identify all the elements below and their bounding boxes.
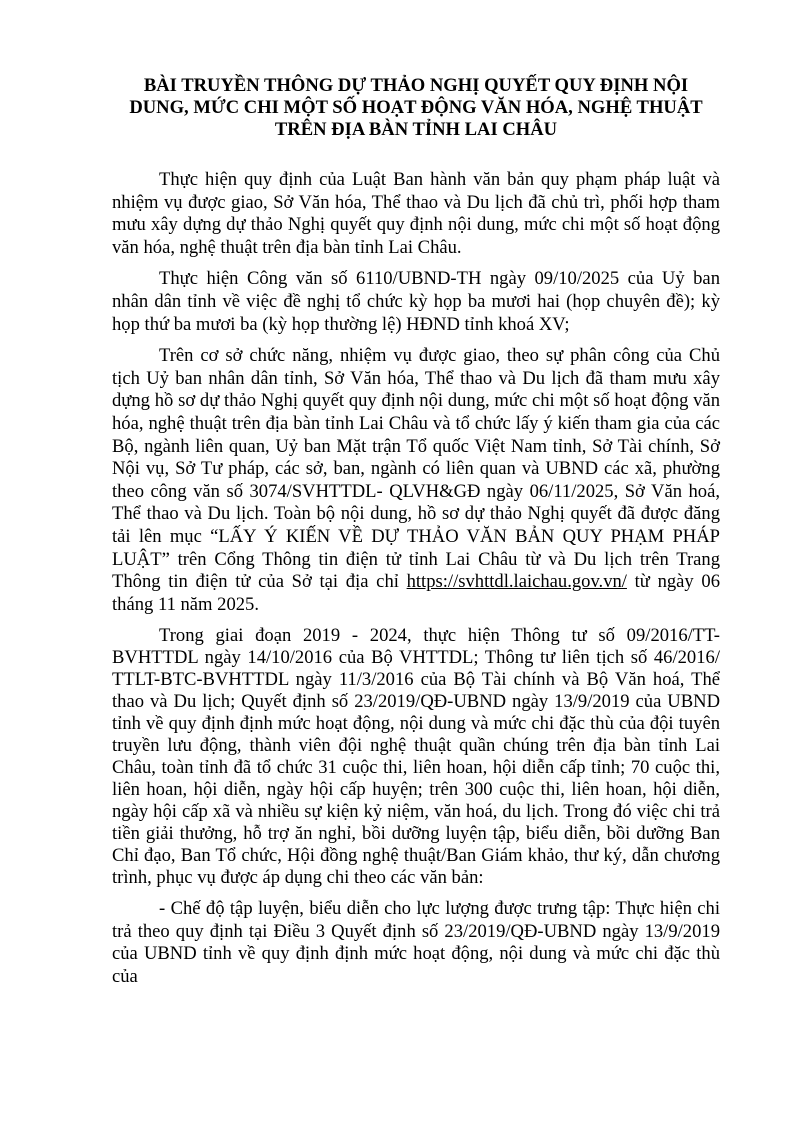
title-line-1: BÀI TRUYỀN THÔNG DỰ THẢO NGHỊ QUYẾT QUY ĐỊNH NỘI [143, 75, 689, 96]
paragraph-4: Trong giai đoạn 2019 - 2024, thực hiện Thông tư số 09/2016/TT-BVHTTDL ngày 14/10/2016 của Bộ VHTTDL; Thông tư liên tịch số 46/2016/ TTLT-BTC-BVHTTDL ngày 11/3/2016 của Bộ Tài chính và Bộ Văn hoá, Thể thao và Du lịch; Quyết định số 23/2019/QĐ-UBND ngày 13/9/2019 của UBND tỉnh về quy định định mức hoạt động, nội dung và mức chi đặc thù của đội tuyên truyền lưu động, thành viên đội nghệ thuật quần chúng trên địa bàn tỉnh Lai Châu, toàn tỉnh đã tổ chức 31 cuộc thi, liên hoan, hội diễn cấp tỉnh; 70 cuộc thi, liên hoan, hội diễn, ngày hội cấp huyện; trên 300 cuộc thi, liên hoan, hội diễn, ngày hội cấp xã và nhiều sự kiện kỷ niệm, văn hoá, du lịch. Trong đó việc chi trả tiền giải thưởng, hỗ trợ ăn nghỉ, bồi dưỡng luyện tập, biểu diễn, bồi dưỡng Ban Chỉ đạo, Ban Tổ chức, Hội đồng nghệ thuật/Ban Giám khảo, thư ký, dẫn chương trình, phục vụ được áp dụng chi theo các văn bản: [112, 625, 720, 889]
document-title [112, 75, 720, 141]
paragraph-2: Thực hiện Công văn số 6110/UBND-TH ngày 09/10/2025 của Uỷ ban nhân dân tỉnh về việc đề nghị tổ chức kỳ họp ba mươi hai (họp chuyên đề); kỳ họp thứ ba mươi ba (kỳ họp thường lệ) HĐND tỉnh khoá XV; [112, 268, 720, 335]
document-page [112, 75, 720, 998]
title-line-3: TRÊN ĐỊA BÀN TỈNH LAI CHÂU [274, 119, 558, 140]
paragraph-3-text: Trên cơ sở chức năng, nhiệm vụ được giao, theo sự phân công của Chủ tịch Uỷ ban nhân dân tỉnh, Sở Văn hóa, Thể thao và Du lịch đã tham mưu xây dựng hồ sơ dự thảo Nghị quyết quy định nội dung, mức chi một số hoạt động văn hóa, nghệ thuật trên địa bàn tỉnh Lai Châu và tổ chức lấy ý kiến tham gia của các Bộ, ngành liên quan, Uỷ ban Mặt trận Tổ quốc Việt Nam tỉnh, Sở Tài chính, Sở Nội vụ, Sở Tư pháp, các sở, ban, ngành có liên quan và UBND các xã, phường theo công văn số 3074/SVHTTDL- QLVH&GĐ ngày 06/11/2025, Sở Văn hoá, Thể thao và Du lịch. Toàn bộ nội dung, hồ sơ dự thảo Nghị quyết đã được đăng tải lên mục “LẤY Ý KIẾN VỀ DỰ THẢO VĂN BẢN QUY PHẠM PHÁP LUẬT” trên Cổng Thông tin điện tử tỉnh Lai Châu từ và Du lịch trên Trang Thông tin điện tử của Sở tại địa chỉ [112, 345, 720, 593]
paragraph-5: - Chế độ tập luyện, biểu diễn cho lực lượng được trưng tập: Thực hiện chi trả theo quy định tại Điều 3 Quyết định số 23/2019/QĐ-UBND ngày 13/9/2019 của UBND tỉnh về quy định định mức hoạt động, nội dung và mức chi đặc thù của [112, 898, 720, 988]
paragraph-3-tail: từ ngày 06 tháng 11 năm 2025. [112, 571, 720, 615]
title-line-2: DUNG, MỨC CHI MỘT SỐ HOẠT ĐỘNG VĂN HÓA, NGHỆ THUẬT [129, 97, 703, 118]
paragraph-1: Thực hiện quy định của Luật Ban hành văn bản quy phạm pháp luật và nhiệm vụ được giao, Sở Văn hóa, Thể thao và Du lịch đã chủ trì, phối hợp tham mưu xây dựng dự thảo Nghị quyết quy định nội dung, mức chi một số hoạt động văn hóa, nghệ thuật trên địa bàn tỉnh Lai Châu. [112, 169, 720, 258]
website-link[interactable]: https://svhttdl.laichau.gov.vn/ [406, 571, 627, 593]
paragraph-3 [112, 345, 720, 616]
